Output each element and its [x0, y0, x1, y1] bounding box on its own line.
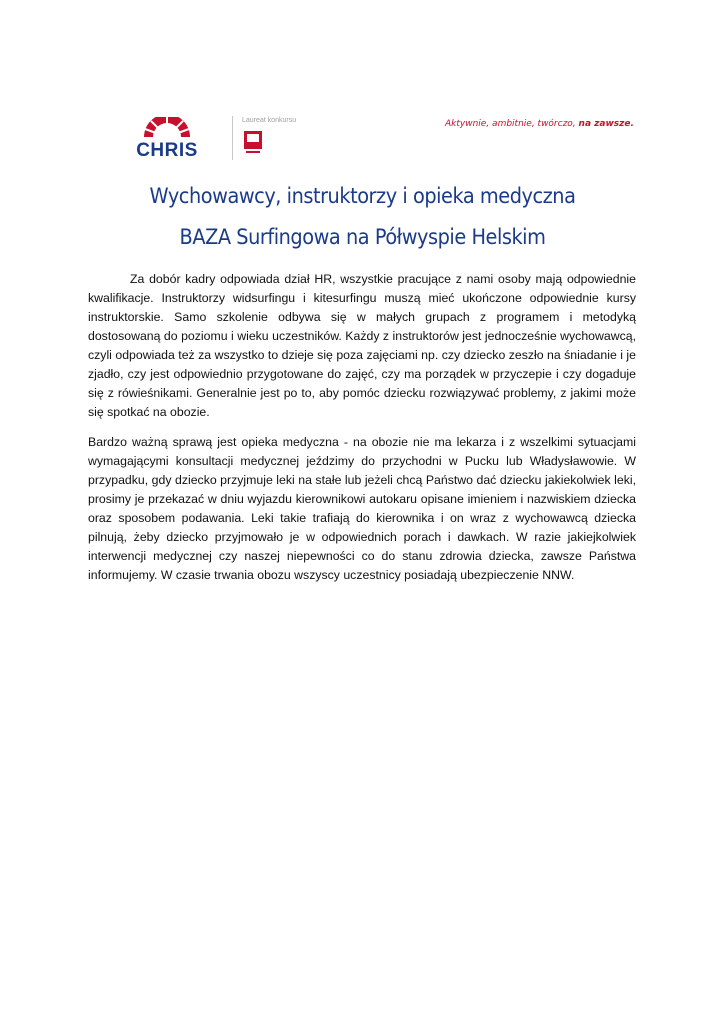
- slogan-bold: na zawsze.: [578, 119, 634, 129]
- header-divider: [232, 116, 233, 160]
- award-badge-icon: [244, 131, 262, 155]
- page-title-line-2: BAZA Surfingowa na Półwyspie Helskim: [179, 225, 546, 249]
- slogan: [445, 119, 634, 129]
- page-header: [0, 0, 725, 170]
- laureat-label: Laureat konkursu: [242, 117, 297, 124]
- slogan-main: Aktywnie, ambitnie, twórczo,: [445, 119, 579, 129]
- logo-wordmark: CHRIS: [136, 140, 198, 159]
- chris-logo: [117, 117, 217, 159]
- paragraph-staff: Za dobór kadry odpowiada dział HR, wszystkie pracujące z nami osoby mają odpowiednie kwalifikacje. Instruktorzy widsurfingu i kitesurfingu muszą mieć ukończone odpowiednie kursy instruktorskie. Samo szkolenie odbywa się w małych grupach z programem i metodyką dostosowaną do poziomu i wieku uczestników. Każdy z instruktorów jest jednocześnie wychowawcą, czyli odpowiada też za wszystko to dzieje się poza zajęciami np. czy dziecko zeszło na śniadanie i je zjadło, czy jest odpowiednio przygotowane do zajęć, czy ma porządek w przyczepie i czy dogaduje się z rówieśnikami. Generalnie jest po to, aby pomóc dziecku rozwiązywać problemy, z jakimi może się spotkać na obozie.: [88, 272, 636, 419]
- paragraph-medical: Bardzo ważną sprawą jest opieka medyczna - na obozie nie ma lekarza i z wszelkimi sytuacjami wymagającymi konsultacji medycznej jeździmy do przychodni w Pucku lub Władysławowie. W przypadku, gdy dziecko przyjmuje leki na stałe lub jeżeli chcą Państwo dać dziecku jakiekolwiek leki, prosimy je przekazać w dniu wyjazdu kierownikowi autokaru opisane imieniem i nazwiskiem dziecka oraz sposobem podawania. Leki takie trafiają do kierownika i on wraz z wychowawcą dziecka pilnują, żeby dziecko przyjmowało je w odpowiednich porach i dawkach. W razie jakiejkolwiek interwencji medycznej czy naszej niepewności co do stanu zdrowia dziecka, zawsze Państwa informujemy. W czasie trwania obozu wszyscy uczestnicy posiadają ubezpieczenie NNW.: [88, 435, 636, 582]
- page-title-line-1: Wychowawcy, instruktorzy i opieka medyczna: [149, 184, 576, 208]
